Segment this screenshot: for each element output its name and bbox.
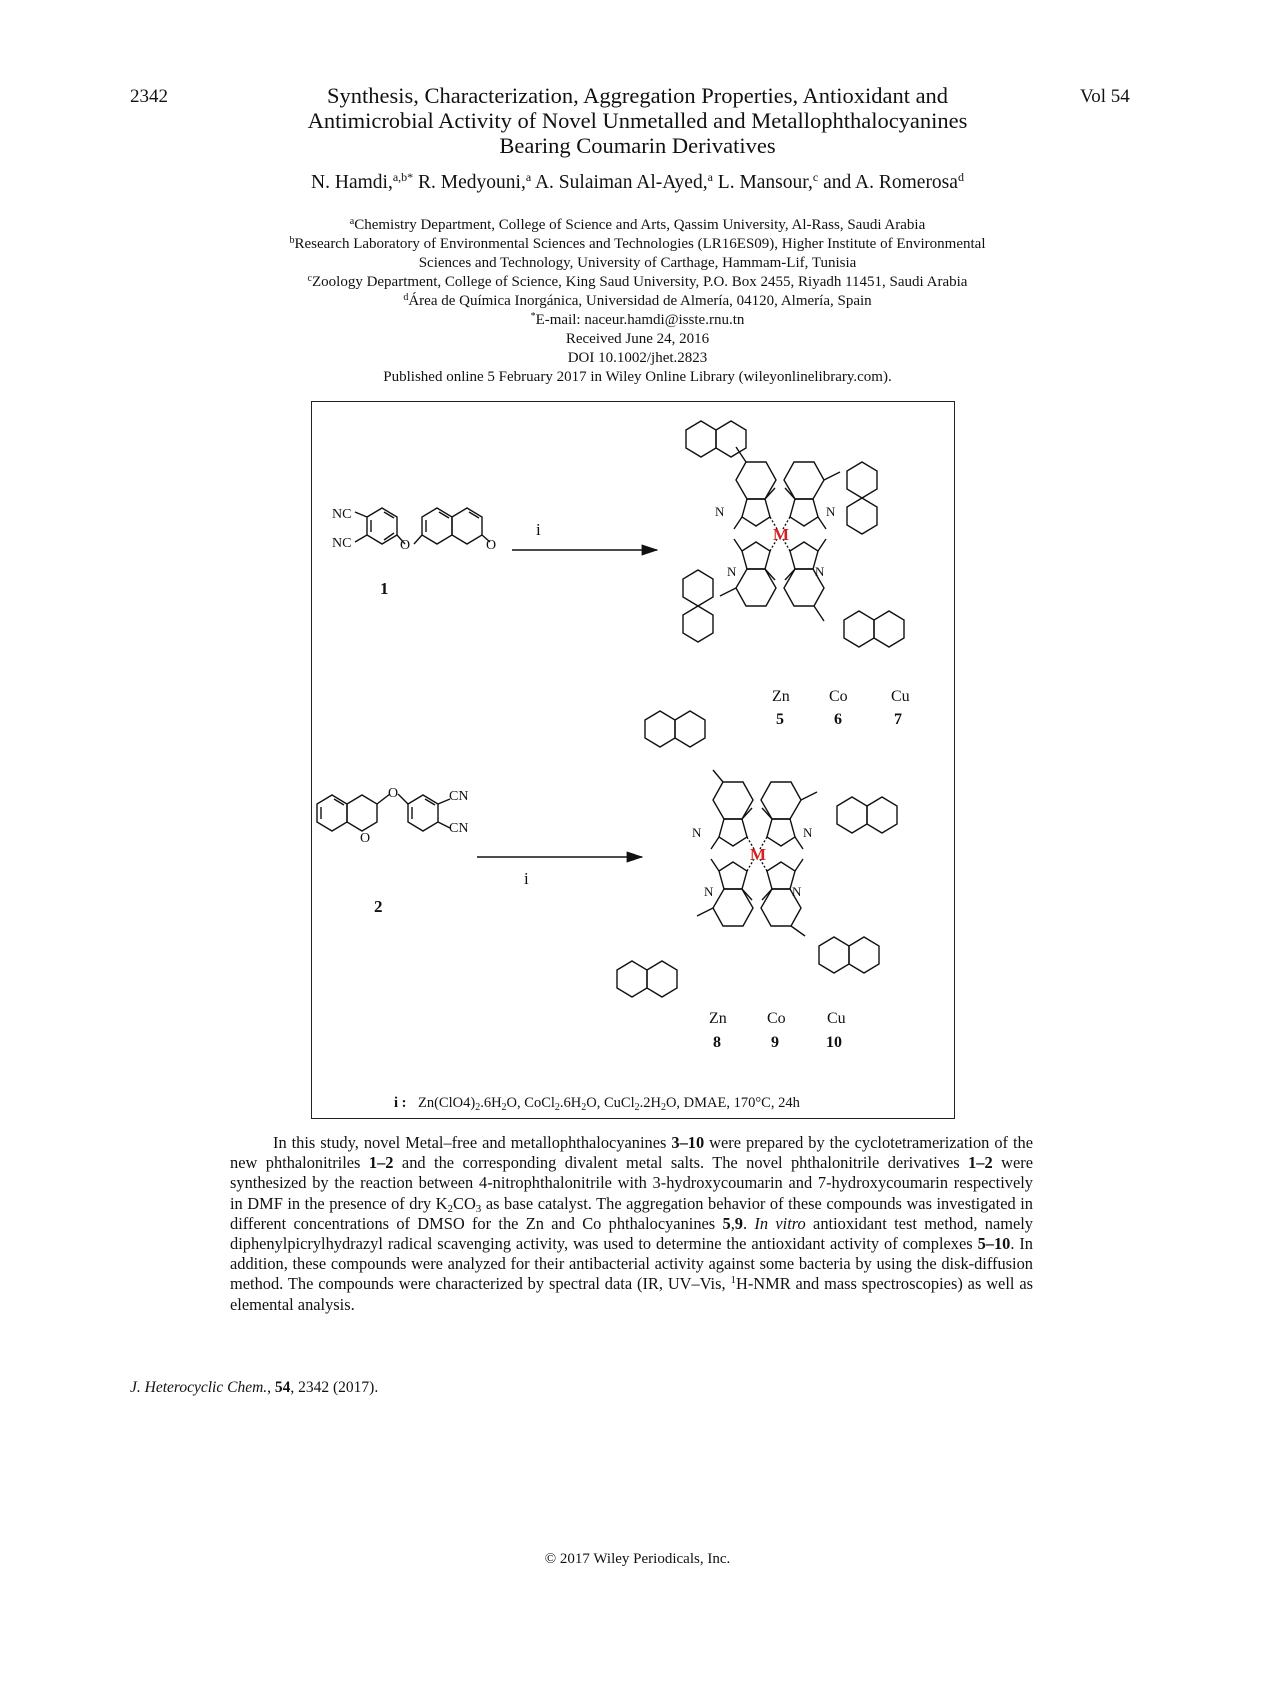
n-label: N: [803, 825, 813, 840]
compound-number: 9: [771, 1034, 779, 1051]
affiliation-mark: b: [289, 235, 295, 246]
author-name: N. Hamdi,: [311, 172, 393, 193]
metal-label: Co: [767, 1010, 786, 1027]
author-affiliation-mark: c: [812, 170, 819, 184]
copyright-notice: © 2017 Wiley Periodicals, Inc.: [544, 1551, 731, 1567]
reagent-label: i: [524, 869, 529, 888]
reagent-label: i: [536, 520, 541, 539]
compound-2-structure: [317, 794, 450, 831]
journal-volume: 54: [274, 1379, 291, 1396]
metal-center-2: M: [750, 845, 767, 864]
author-name: and A. Romerosa: [823, 172, 958, 193]
n-label: N: [792, 884, 802, 899]
metal-label: Cu: [827, 1010, 846, 1027]
author-name: R. Medyouni,: [418, 172, 526, 193]
n-label: N: [692, 825, 702, 840]
compound-number: 5: [776, 711, 784, 728]
author-name: A. Sulaiman Al-Ayed,: [534, 172, 708, 193]
compound-number-2: 2: [374, 897, 383, 916]
nc-label: NC: [332, 507, 352, 522]
metal-center-1: M: [773, 525, 790, 544]
reaction-scheme: [311, 401, 955, 1119]
author-affiliation-mark: d: [957, 170, 964, 184]
affiliation-text: Zoology Department, College of Science, King Saud University, P.O. Box 2455, Riyadh 11451, Saudi Arabia: [311, 274, 968, 290]
compound-number: 6: [834, 711, 842, 728]
compound-1-structure: [355, 508, 490, 544]
page-number: 2342: [130, 86, 168, 107]
article-title: [230, 83, 1045, 158]
doi: DOI 10.1002/jhet.2823: [567, 350, 708, 366]
volume-label: Vol 54: [1080, 86, 1130, 107]
affiliation-mark: d: [403, 292, 409, 303]
compound-number: 7: [894, 711, 902, 728]
affiliation-text: Chemistry Department, College of Science and Arts, Qassim University, Al-Rass, Saudi Arabia: [354, 217, 926, 233]
email-line: [180, 311, 1095, 330]
affiliation-text: Research Laboratory of Environmental Sciences and Technologies (LR16ES09), Higher Institute of Environmental: [294, 236, 986, 252]
title-line: Antimicrobial Activity of Novel Unmetalled and Metallophthalocyanines: [307, 108, 968, 133]
received-date: Received June 24, 2016: [565, 331, 710, 347]
author-affiliation-mark: a,b*: [392, 170, 414, 184]
abstract: In this study, novel Metal–free and metallophthalocyanines 3–10 were prepared by the cyclotetramerization of the new phthalonitriles 1–2 and the corresponding divalent metal salts. The novel phthalonitrile derivatives 1–2 were synthesized by the reaction between 4-nitrophthalonitrile with 3-hydroxycoumarin and 7-hydroxycoumarin respectively in DMF in the presence of dry $K_2CO_3$ as base catalyst. The aggregation behavior of these compounds was investigated in different concentrations of DMSO for the Zn and Co phthalocyanines 5,9. In vitro antioxidant test method, namely diphenylpicrylhydrazyl radical scavenging activity, was used to determine the antioxidant activity of complexes 5–10. In addition, these compounds were analyzed for their antibacterial activity against some bacteria by using the disk-diffusion method. The compounds were characterized by spectral data (IR, UV–Vis, $^1$H-NMR and mass spectroscopies) as well as elemental analysis.: [230, 1133, 1034, 1314]
phthalocyanine-structure-1: [683, 421, 904, 647]
oxygen-label: O: [388, 786, 399, 801]
affiliation-mark: a: [349, 216, 355, 227]
metal-label: Cu: [891, 688, 910, 705]
affiliation-a: [180, 216, 1095, 235]
compound-number: 8: [713, 1034, 721, 1051]
compound-number: 10: [826, 1034, 842, 1051]
affiliation-b-continued: Sciences and Technology, University of Carthage, Hammam-Lif, Tunisia: [418, 255, 857, 271]
affiliation-c: [180, 273, 1095, 292]
title-line: Synthesis, Characterization, Aggregation Properties, Antioxidant and: [326, 83, 949, 108]
publication-info: Published online 5 February 2017 in Wiley Online Library (wileyonlinelibrary.com).: [383, 369, 892, 385]
scheme-drawing: [312, 402, 956, 1120]
conditions-text: Zn(ClO4)2.6H2O, CoCl2.6H2O, CuCl2.2H2O, DMAE, 170°C, 24h: [418, 1095, 800, 1113]
n-label: N: [715, 504, 725, 519]
journal-name: J. Heterocyclic Chem.: [130, 1379, 268, 1396]
author-list: [180, 172, 1095, 194]
oxygen-label: O: [486, 538, 497, 553]
oxygen-label: O: [360, 831, 371, 846]
compound-number-1: 1: [380, 579, 389, 598]
n-label: N: [815, 564, 825, 579]
journal-citation: J. Heterocyclic Chem., 54, 2342 (2017).: [130, 1379, 379, 1396]
affiliation-mark: c: [307, 273, 312, 284]
n-label: N: [727, 564, 737, 579]
metal-label: Zn: [709, 1010, 727, 1027]
cn-label: CN: [449, 821, 469, 836]
author-affiliation-mark: a: [525, 170, 532, 184]
affiliation-b: [180, 235, 1095, 254]
n-label: N: [704, 884, 714, 899]
email-text: E-mail: naceur.hamdi@isste.rnu.tn: [535, 312, 745, 328]
author-affiliation-mark: a: [707, 170, 713, 184]
affiliation-d: [180, 292, 1095, 311]
conditions-prefix: i :: [394, 1095, 407, 1111]
author-name: L. Mansour,: [717, 172, 813, 193]
oxygen-label: O: [400, 538, 411, 553]
affiliation-mark: *: [530, 311, 536, 322]
cn-label: CN: [449, 789, 469, 804]
title-line: Bearing Coumarin Derivatives: [499, 133, 776, 158]
nc-label: NC: [332, 536, 352, 551]
affiliation-text: Área de Química Inorgánica, Universidad de Almería, 04120, Almería, Spain: [408, 293, 872, 309]
metal-label: Co: [829, 688, 848, 705]
n-label: N: [826, 504, 836, 519]
metal-label: Zn: [772, 688, 790, 705]
